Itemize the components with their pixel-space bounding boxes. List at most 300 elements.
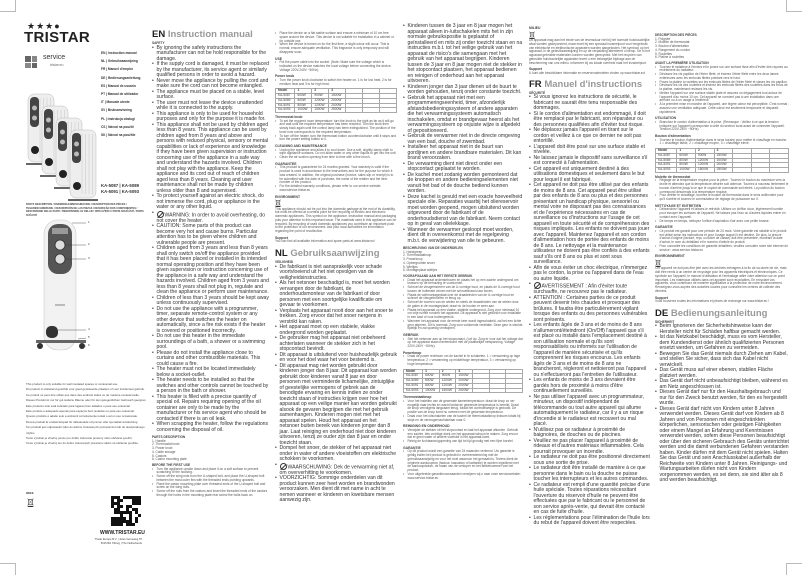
list-item — [529, 266, 650, 283]
table-cell: 1000W — [295, 108, 312, 113]
list-item-text: WAARSCHUWING: Dek de verwarming niet af, om oververhitting te voorkomen. — [279, 464, 395, 476]
table-cell: 1500W — [714, 153, 733, 158]
part-item: 3. Power knob — [152, 446, 173, 450]
table-cell: 1500W — [456, 374, 473, 379]
list-item-text: Afin de vous éviter un choc électrique, n'immergez pas le cordon, la prise ou l'appareil dans de l'eau ou autre liquide. — [533, 264, 648, 282]
qr-module — [123, 517, 126, 520]
empty-cell — [770, 168, 789, 173]
list-item — [529, 395, 650, 428]
list-item-text: Ce produit est garanti pour une période de 24 mois. Votre garantie est valable si le produit est utilisé selon les instructions et pour l'usage auquel il est destiné. De plus, la preuve d'achat d'origine (facture, reçu ou ticket de caisse) doit être présentée, montrant la date d'achat, le nom du détaillant et le numéro d'article du produit. — [659, 228, 787, 245]
list-item — [655, 335, 789, 352]
table-cell: 2500W — [456, 388, 473, 393]
list-item-text: AVERTISSEMENT : Afin d'éviter toute surchauffe, ne recouvrez pas le radiateur. — [533, 283, 628, 295]
empty-cell — [506, 388, 523, 393]
address-line-2: 5015 BH Tilburg | The Netherlands — [100, 541, 142, 545]
parts-heading-multilang: PARTS DESCRIPTION / ONDERDELENBESCHRIJVING / DESCRIPTION DES PIÈCES / TEILEBESCHREIBUNG / DESCRIPCIÓN DE LAS PIEZAS / DESCRIÇÃO DOS COMPONENTES / DESCRIZIONE DELLE PARTI / BESKRIVNING AV DELAR / OPIS CZĘŚCI / POPIS SOUČÁSTÍ / POPIS SÚČASTÍ — [26, 203, 144, 217]
list-item — [275, 156, 397, 160]
list-item-text: Screw off the wing nuts from the U-shaped bolt, and place the U-shaped bolt between the most outer fins with the threaded ends pointing upwards. — [156, 474, 265, 482]
table-cell: 1500W — [695, 168, 714, 173]
list-item-text: Ne déplacez jamais l'appareil en tirant sur le cordon et veillez à ce que ce dernier ne soit pas entortillé. — [533, 127, 642, 144]
table-cell: 600W — [295, 94, 312, 99]
diagram-label: 5 — [88, 335, 90, 339]
list-item-text: Voor het instellen van de gewenste kamertemperatuur: draai de knop zo ver mogelijk naar rechts en wacht totdat de gewenste temperatuur is bereikt. Draai de knop vervolgens langzaam terug, totdat het controlelampje is gedoofd. De positie van de knop komt nu overeen met de gewenste temperatuur. — [407, 398, 519, 415]
table-cell: 2 — [312, 89, 329, 94]
list-item-text: Reinig de luchtaanzuigopening van tijd tot tijd grondig met een fijne borstel. — [407, 439, 514, 444]
qr-module — [135, 517, 138, 520]
list-item-text: Schroef de vleugelmoeren van de U-vormige bout, en plaats de U-vormige bout tussen de buitenste vinnen met de schroefdraad naar boven. — [407, 285, 520, 293]
address-line-1: Tristar Europe B.V. | Jules Verneweg 87 — [94, 538, 142, 541]
qr-module — [111, 523, 114, 526]
list-item — [529, 183, 650, 266]
list-item-text: The appliance must be placed on a stable, level surface. — [156, 88, 265, 100]
list-item-text: By ignoring the safety instructions the manufacturer can not be hold responsible for the damage. — [156, 44, 267, 62]
list-item-text: Dieses Gerät darf nicht von Kindern unter 8 Jahren verwendet werden. Dieses Gerät darf von Kindern ab 8 Jahren und von Personen mit eingeschränkten körperlichen, sensorischen oder geistigen Fähigkeiten oder einem Mangel an Erfahrung und Kenntnissen verwendet werden, sofern diese Personen beaufsichtigt oder über den sicheren Gebrauch des Geräts unterrichtet werden und die damit verbundenen Gefahren verstanden haben. Kinder dürfen mit dem Gerät nicht spielen. Halten Sie das Gerät und sein Anschlusskabel außerhalb der Reichweite von Kindern unter 8 Jahren. Reinigungs- und Wartungsarbeiten dürfen nicht von Kindern vorgenommen werden, es sei denn, sie sind älter als 8 und werden beaufsichtigt. — [659, 405, 789, 484]
qr-module — [132, 502, 135, 505]
heater-shape — [31, 146, 39, 154]
list-item — [655, 407, 789, 484]
qr-module — [111, 496, 114, 499]
part-item: 2. Thermostaatknop — [403, 253, 432, 258]
table-cell: 3 — [456, 369, 473, 374]
list-item — [152, 334, 269, 351]
brand-logo: TRISTAR — [24, 29, 90, 46]
list-item-text: Verplaats het apparaat nooit door aan het snoer te trekken. Zorg ervoor dat het snoer nergens in verstrikt kan raken. — [279, 307, 394, 325]
list-item-text: VOORZICHTIG: Sommige onderdelen van dit product kunnen zeer heet worden en brandwonden veroorzaken. Men dient dit met name in acht te nemen wanneer er kinderen en kwetsbare mensen aanwezig zijn. — [279, 475, 395, 504]
section-heading: AVANT LA PREMIÈRE UTILISATION — [655, 61, 709, 65]
table-cell: 1500W — [329, 94, 346, 99]
list-item — [529, 112, 650, 129]
table-cell: 800W — [677, 158, 696, 163]
empty-cell — [380, 108, 397, 113]
service-icons — [25, 56, 37, 68]
section-heading: BESCHRIJVING VAN DE ONDERDELEN — [403, 246, 463, 250]
list-item-text: Op dit product wordt een garantie van 24 maanden verleend. Uw garantie is geldig indien het product is gebruikt in overeenstemming met de gebruiksaanwijzing en voor het doel waarvoor het gemaakt is. Tevens dient de originele aankoopbon (factuur, kassabon of kwitantie) te worden ingediend met de aankoopdatum, de naam van de verkoper en het artikelnummer van het product. — [407, 449, 519, 473]
list-item — [403, 440, 523, 444]
table-cell: 2000W — [456, 379, 473, 384]
table-cell: 800W — [423, 379, 440, 384]
list-item-text: Si vous ignorez les instructions de sécurité, le fabricant ne saurait être tenu responsable des dommages. — [533, 94, 638, 111]
part-item: 2. Molette de thermostat — [655, 40, 690, 45]
list-item-text: Ist das Netzkabel beschädigt, muss es vom Hersteller, dem Kundendienst oder ähnlich qualifizierten Personen ersetzt werden, um Gefahren zu vermeiden. — [659, 334, 785, 352]
part-item: 5. Castors — [152, 453, 167, 458]
list-item-text: Do not use this heater in the immediate surroundings of a bath, a shower or a swimming pool. — [156, 333, 265, 350]
section-heading: Thermostaatknop — [403, 395, 432, 400]
table-cell: 600W — [423, 374, 440, 379]
empty-cell — [363, 108, 380, 113]
empty-cell — [346, 108, 363, 113]
disclaimer-line: Ten produkt jest odpowiedni tylko do dobrze izolowanych pomieszczeń lub do okazjonalnego użytku. — [26, 425, 145, 435]
table-cell: 1000W — [423, 388, 440, 393]
list-item-text: Dompel het snoer, de stekker of het apparaat niet onder in water of andere vloeistoffen om elektrische schokken te voorkomen. — [279, 445, 397, 463]
part-item: 5. Roulettes — [655, 51, 673, 56]
qr-module — [138, 502, 141, 505]
section-heading: UTILISATION — [655, 116, 677, 121]
section-heading: ENVIRONMENT — [275, 194, 301, 199]
fr-first-use-list — [655, 66, 789, 115]
en-first-use-list-cont — [275, 32, 397, 55]
list-item-text: Children of less than 3 years should be kept away unless continuously supervised. — [156, 294, 269, 306]
list-item — [655, 390, 789, 407]
list-item-text: N'utilisez pas ce radiateur à proximité de baignoires, de douches ou de piscines. — [533, 426, 626, 438]
language-item: FR | Manuel d'emploi — [101, 67, 133, 72]
disclaimer-line: Questo prodotto è adatto solo a ambienti correttamente isolati o ad un uso occasionale. — [26, 414, 138, 419]
list-item — [403, 415, 523, 423]
qr-module — [120, 520, 123, 523]
weee-label: WEEE — [26, 492, 34, 495]
disclaimer-line: Este produto é adequado apenas para espaços bem isolados ou para uso ocasional. — [26, 409, 135, 414]
part-item: 2. Thermostat knob — [152, 442, 180, 447]
qr-module — [117, 502, 120, 505]
list-item — [152, 224, 269, 246]
en-guarantee-list — [275, 166, 397, 192]
table-cell: 3 — [714, 149, 733, 154]
list-item — [403, 195, 523, 228]
disclaimer-line: Ce produit ne peut être utilisé que dans des endroits isolés ou de manière occasionnelle. — [26, 392, 140, 397]
list-item — [275, 476, 397, 504]
qr-module — [135, 508, 138, 511]
list-item — [152, 62, 269, 79]
list-item — [403, 228, 523, 245]
list-item-text: If the supply cord is damaged, it must be replaced by the manufacturer, its service agent or similarly qualified persons in order to avoid a hazard. — [156, 61, 269, 78]
section-heading: REINIGING EN ONDERHOUD — [403, 424, 450, 429]
empty-cell — [473, 388, 490, 393]
qr-module — [123, 511, 126, 514]
qr-module — [132, 523, 135, 526]
list-item-text: Débranchez l'appareil et laissez-le refroidir. Utilisez un chiffon doux, légèrement humide pour essuyer les surfaces de l'appareil. Ne laissez pas l'eau ou d'autres liquides entrer en contact avec l'appareil. — [659, 207, 786, 219]
qr-module — [114, 523, 117, 526]
section-heading: GEBRUIK — [403, 333, 419, 337]
fr-details-column — [655, 32, 789, 484]
disclaimer-line: Tento výrobok je vhodný len do dobre izolovaných priestorov alebo na občasné použitie. — [26, 441, 139, 446]
table-cell: 1200W — [439, 379, 456, 384]
heater-shape — [72, 133, 81, 163]
part-item: 5. Wieltjes — [403, 264, 418, 269]
language-item: IT | Manuale utente — [101, 100, 130, 105]
section-heading: SICHERHEIT — [655, 319, 675, 324]
list-item — [403, 400, 523, 415]
section-heading: Support — [529, 67, 542, 72]
section-heading: Support — [275, 235, 288, 240]
list-item-text: Clean the air suction opening from time to time with a fine brush. — [279, 155, 371, 160]
table-row — [276, 108, 397, 113]
table-cell: 1200W — [312, 98, 329, 103]
table-cell: KA-5093 — [656, 168, 677, 173]
list-item-text: Turn the power knob clockwise to switch the heater on, 1 is for low heat, 2 is for medium heat and 3 is for high heat. — [279, 77, 392, 86]
qr-module — [117, 517, 120, 520]
models-line-2: KA-5091 | KA-5093 — [101, 189, 139, 194]
list-item — [529, 95, 650, 112]
qr-module — [138, 499, 141, 502]
list-item-text: Never move the appliance by pulling the cord and make sure the cord can not become entangled. — [156, 77, 269, 89]
section-heading: Bouton d'alimentation — [655, 134, 691, 138]
nl-safety-list-cont — [403, 24, 523, 244]
list-item — [275, 336, 397, 353]
part-item: 4. Opbergruimte snoer — [403, 260, 435, 265]
list-item-text: L'appareil doit être posé sur une surface stable et nivelée. — [533, 143, 645, 155]
table-cell: 800W — [295, 98, 312, 103]
list-item-text: Posez la platine à roulettes sur les embouts filetés de l'étrier fileté et vissez les vis papillon. — [659, 79, 788, 84]
language-list — [101, 49, 151, 139]
section-heading: Molette de thermostat — [655, 174, 691, 179]
list-item — [275, 265, 397, 282]
list-item-text: Cet appareil est uniquement destiné à des utilisations domestiques et seulement dans le but pour lequel il est fabriqué. — [533, 165, 645, 183]
list-item-text: Dévissez les vis des roulettes et insérez les embouts filetés des roulettes dans les trous de la platine, maintenant revissez les vis. — [659, 83, 788, 91]
qr-module — [120, 517, 123, 520]
list-item-text: The user must not leave the device unattended while it is connected to the supply. — [156, 99, 263, 111]
list-item-text: Les réglementations pour l'élimination de l'huile lors du rebut de l'appareil doivent être respectées. — [533, 514, 650, 526]
part-item: 6. Castor mounting plate — [152, 457, 187, 462]
section-heading: ENVIRONNEMENT — [655, 254, 685, 259]
list-item-text: Das Gerät muss auf einer ebenen, stabilen Fläche platziert werden. — [659, 367, 774, 379]
empty-cell — [733, 168, 752, 173]
heater-shape — [58, 121, 67, 151]
cover-column — [0, 0, 150, 575]
qr-code[interactable] — [111, 496, 141, 526]
list-item-text: De temps en temps, nettoyez l'orifice d'aspiration d'air avec une petite brosse. — [659, 218, 770, 223]
qr-module — [117, 496, 120, 499]
list-item-text: Put the power cable into the socket. (Note: Make sure the voltage which is indicated on the device matches the local voltage before connecting the device. Voltage 220V-240V ~50Hz). — [279, 60, 392, 72]
list-item-text: Mettez l'appareil sur une surface stable plate et assurez un dégagement tout autour de l'appareil d'au moins 10 cm. Cet appareil ne convient pas à une installation dans une armoire ou à un usage à l'extérieur. — [659, 90, 782, 103]
part-item: 6. Montageplaat wieltjes — [403, 268, 438, 273]
qr-module — [114, 520, 117, 523]
qr-module — [126, 505, 129, 508]
nl-guarantee-list — [403, 450, 523, 480]
en-thermo-list — [275, 120, 397, 143]
fr-environment-text: Cet appareil ne doit pas être jeté avec les déchets ménagers à la fin de sa durée de vie, mais doit être remis à un centre de recyclage pour les appareils électriques et électroniques. Ce symbole sur l'appareil, le manuel d'utilisation et l'emballage attire votre attention sur ce point important. Les matériaux utilisés dans cet appareil sont recyclables. En recyclant vos appareils, vous contribuez de manière significative à la protection de notre environnement. Renseignez-vous auprès des autorités locales pour connaître les centres de collecte des déchets. — [655, 266, 787, 293]
en-power-list — [275, 79, 397, 87]
list-item — [152, 490, 269, 498]
table-cell: 1500W — [439, 388, 456, 393]
qr-module — [114, 511, 117, 514]
website-link[interactable]: WWW.TRISTAR.EU — [100, 530, 145, 536]
fr-guarantee-list — [655, 230, 789, 253]
part-item: 1. Handle — [152, 438, 166, 443]
list-item-text: De gebruiker mag het apparaat niet onbeheerd achterlaten wanneer de stekker zich in het stopcontact bevindt. — [279, 335, 386, 353]
list-item-text: Kinderen tussen de 3 jaar en 8 jaar mogen het apparaat alleen in-/uitschakelen mits het in zijn normale gebruikspositie is geplaatst of geïnstalleerd en mits zij onder toezicht staan en na instructies m.b.t. tot het veilige gebruik van het apparaat de risico's die samengaan met het gebruik van het apparaat begrijpen. Kinderen tussen de 3 jaar en 8 jaar mogen niet de stekker in het stopcontact plaatsen, het apparaat bedienen en reinigen of onderhoud aan het apparaat uitvoeren. — [407, 23, 523, 84]
list-item — [655, 352, 789, 369]
list-item-text: ATTENTION : Certaines parties de ce produit peuvent devenir très chaudes et provoquer des brûlures. Il faudra être particulièrement vigilant lorsque des enfants ou des personnes vulnérables sont présents. — [533, 294, 648, 323]
list-item — [275, 79, 397, 87]
qr-module — [129, 505, 132, 508]
list-item-text: Veuillez ne pas placer l'appareil à proximité de rideaux et d'autres matériaux inflammables. Cela pourrait provoquer un incendie. — [533, 437, 644, 455]
nl-support-text: U kunt alle beschikbare informatie en reserveonderdelen vinden op www.tristar.eu! — [529, 70, 646, 75]
fr-thermo-list — [655, 179, 789, 202]
list-item-text: De verwarming dient niet direct onder een stopcontact geplaatst te worden. — [407, 160, 503, 172]
list-item-text: Als het netsnoer beschadigd is, moet het worden vervangen door de fabrikant, de onderhoudsmonteur van de fabrikant of door personen met een soortgelijke kwalificatie om gevaar te voorkomen. — [279, 280, 390, 309]
nl-heading — [275, 248, 397, 259]
list-item — [655, 230, 789, 245]
list-item-text: Pour connaître les conditions de garantie détaillées, veuillez consulter notre site internet de service : www.service.tristar.eu — [659, 243, 788, 252]
qr-module — [135, 511, 138, 514]
heater-shape — [46, 128, 51, 133]
table-cell: KA-5091 — [656, 163, 677, 168]
table-cell: 1 — [677, 149, 696, 154]
list-item-text: This product is guaranteed for 24 months granted. Your warranty is valid if the product is used in accordance to the instructions and for the purpose for which it was created. In addition, the original purchase (invoice, sales slip or receipt) is to be submitted with the date of purchase, the name of the retailer and the item number of the product. — [279, 165, 394, 185]
en-safety-list — [152, 46, 269, 434]
table-cell: 1500W — [312, 108, 329, 113]
section-heading: VOORAFGAAND AAN HET EERSTE GEBRUIK — [403, 274, 473, 278]
list-item — [403, 473, 523, 481]
table-row — [404, 388, 523, 393]
nl-power-table — [403, 369, 523, 394]
list-item — [152, 46, 269, 63]
list-item — [275, 120, 397, 135]
table-cell: KA-5087 — [276, 94, 295, 99]
list-item-text: Si le cordon d'alimentation est endommagé, il doit être remplacé par le fabricant, son réparateur ou des personnes qualifiées afin d'éviter tout risque. — [533, 110, 646, 128]
qr-module — [117, 511, 120, 514]
list-item-text: De fabrikant is niet aansprakelijk voor schade voortvloeiend uit het niet opvolgen van de veiligheidsinstructies. — [279, 263, 382, 281]
list-item-text: Do not use the appliance with a programmer, timer, separate remote-control system or any other device that switches the heater on automatically, since a fire risk exists if the heater is covered or positioned incorrectly. — [156, 305, 266, 334]
table-cell: 1200W — [312, 103, 329, 108]
qr-module — [114, 502, 117, 505]
qr-module — [111, 502, 114, 505]
list-item — [403, 145, 523, 162]
list-item — [152, 351, 269, 368]
disclaimer-line: Denna produkt är endast lämpad för välisolerade utrymmen eller sporadisk användning. — [26, 419, 139, 424]
list-item — [152, 378, 269, 395]
list-item-text: To set the required room temperature: turn the knob to the right as far as it will go and wait until the required temperature has been reached. Turn the knob then slowly back again until the control lamp has been extinguished. The position of the knob now corresponds to the required temperature. — [279, 118, 396, 134]
crop-mark — [786, 563, 802, 575]
table-cell: 900W — [439, 374, 456, 379]
table-cell: 1200W — [439, 383, 456, 388]
table-cell: 1200W — [695, 163, 714, 168]
table-cell: 800W — [423, 383, 440, 388]
table-cell: 900W — [312, 94, 329, 99]
part-item: 3. Bouton d'alimentation — [655, 44, 690, 48]
list-item-text: The heater needs to be installed so that the switches and other controls cannot be touched by a person in the bath or shower. — [156, 377, 269, 394]
fr-power-list — [655, 139, 789, 147]
table-cell: 1000W — [677, 168, 696, 173]
table-cell: 1200W — [695, 158, 714, 163]
list-item-text: Gebruik de verwarmer niet in de directe omgeving van een bad, douche of zwembad. — [407, 133, 521, 145]
list-item — [529, 167, 650, 184]
section-heading: Power knob — [275, 74, 295, 79]
qr-module — [120, 505, 123, 508]
manual-title: Instruction manual — [167, 29, 253, 40]
qr-module — [129, 523, 132, 526]
diagram-label: 6 — [88, 343, 90, 347]
nl-thermo-list — [403, 400, 523, 423]
table-cell: Model — [404, 369, 423, 374]
heater-shape — [30, 97, 39, 127]
table-cell: KA-5091 — [404, 383, 423, 388]
qr-module — [117, 499, 120, 502]
heater-shape — [45, 158, 53, 166]
list-item-text: Das Gerät darf nicht unbeaufsichtigt bleiben, während es am Netz angeschlossen ist. — [659, 378, 788, 390]
fr-parts-list — [655, 38, 789, 61]
list-item-text: This appliance shall not be used by children aged less than 8 years. This appliance can be used by children aged from 8 years and above and persons with reduced physical, sensory or mental capabilities or lack of experience and knowledge if they have been given supervision or instruction concerning use of the appliance in a safe way and understand the hazards involved. Children shall not play with the appliance. Keep the appliance and its cord out of reach of children aged less than 8 years. Cleaning and user maintenance shall not be made by children unless older than 8 and supervised. — [156, 121, 269, 194]
diagram-label: 3 — [88, 256, 90, 260]
diagram-label: 4 — [88, 327, 90, 331]
list-item — [152, 395, 269, 423]
list-item-text: Unplug the appliance and allow it to cool down. Use a soft, slightly damp cloth to wipe appliance surfaces. Do not allow water or any other liquids to get into the unit. — [279, 147, 397, 156]
list-item — [529, 483, 650, 516]
qr-module — [138, 514, 141, 517]
list-item-text: Kinderen jonger dan 3 jaar dienen uit de buurt te worden gehouden, tenzij onder constante toezicht. — [407, 83, 522, 95]
en-power-table — [275, 88, 397, 113]
table-cell: KA-5089 — [404, 379, 423, 384]
list-item-text: Tournez le bouton d'alimentation dans le sens horaire pour mettre le chauffage en marche. 1 = chauffage faible, 2 = chauffage moyen, 3 = chauffage élevé. — [659, 137, 788, 146]
list-item — [275, 309, 397, 326]
heater-shape — [73, 182, 81, 190]
nl-column — [403, 24, 523, 480]
qr-module — [126, 520, 129, 523]
qr-module — [117, 523, 120, 526]
list-item-text: Tournez le radiateur à l'envers et le posez sur une surface lisse afin d'éviter des rayures au revêtement du radiateur. — [659, 64, 788, 73]
list-item-text: Ne laissez jamais le dispositif sans surveillance s'il est connecté à l'alimentation. — [533, 154, 648, 166]
disclaimer-line: This product is only suitable for well insulated spaces or occasional use. — [26, 382, 119, 386]
list-item — [529, 516, 650, 527]
service-sub: tristar.eu — [50, 63, 64, 67]
list-item — [529, 296, 650, 324]
section-heading: GUARANTEE — [275, 161, 297, 166]
list-item-text: Pour arrêter le chauffage, tournez le bouton de thermostat dans le sens antihoraire pour qu'il s'arrête et tournez le commutateur de réglage de puissance sur 0. — [659, 193, 784, 202]
part-item: 3. Powerknop — [403, 257, 423, 261]
table-cell: 2000W — [714, 158, 733, 163]
list-item — [152, 194, 269, 211]
qr-module — [132, 499, 135, 502]
qr-module — [123, 496, 126, 499]
address — [80, 538, 142, 545]
section-heading: Thermostat knob — [275, 115, 303, 120]
qr-module — [111, 517, 114, 520]
list-item-text: Draai de power rechtsom om de kachel in te schakelen. 1 = verwarming op lage temperatuur, 2 = verwarming op middelhoge temperatuur, 3 = verwarming op hoge temperatuur. — [407, 354, 521, 366]
list-item-text: Please do not install the appliance close to curtains and other combustible materials. This could cause a fire. — [156, 349, 261, 367]
empty-cell — [751, 168, 770, 173]
en-first-use-list — [152, 468, 269, 498]
qr-module — [117, 505, 120, 508]
table-cell: 800W — [677, 163, 696, 168]
list-item — [655, 245, 789, 253]
section-heading: Powerknop — [403, 350, 422, 355]
qr-module — [111, 505, 114, 508]
list-item — [403, 173, 523, 195]
list-item — [529, 323, 650, 378]
en-parts-list — [152, 440, 269, 463]
nl-safety-list — [275, 265, 397, 504]
models-line-1: KA-5087 | KA-5089 — [101, 183, 139, 188]
language-item: NL | Gebruiksaanwijzing — [101, 59, 138, 64]
list-item-text: This heater is filled with a precise quantity of special oil. Repairs requiring opening of the oil container are only to be made by the manufacturer or his service agent who should be contacted if there is an oil leak. — [156, 393, 267, 422]
qr-module — [120, 514, 123, 517]
list-item-text: Turn the appliance upside down and place it on a soft surface to prevent scratching of the housing. — [156, 466, 259, 475]
list-item — [655, 179, 789, 194]
list-item — [655, 194, 789, 202]
weee-bin-icon — [27, 498, 34, 507]
lang-code: NL — [275, 248, 288, 260]
list-item — [529, 466, 650, 483]
disclaimer-line: Tento výrobek je vhodný pouze pro dobře izolované prostory nebo občasné použití. — [26, 436, 133, 441]
table-cell: KA-5093 — [404, 388, 423, 393]
en-heading — [152, 29, 269, 40]
list-item-text: Beim Ignorieren der Sicherheitshinweise kann der Hersteller nicht für Schäden haftbar gemacht werden. — [659, 323, 781, 335]
fr-support-text: Vous trouverez toutes les informations et pièces de rechange sur www.tristar.eu ! — [655, 299, 770, 304]
language-item: SV | Bruksanvisning — [101, 108, 132, 113]
heater-shape — [74, 142, 79, 147]
stars-icon: ★★★● — [27, 21, 61, 31]
list-item-text: To protect yourself against an electric shock, do not immerse the cord, plug or appliance in the water or any other liquid. — [156, 193, 264, 210]
list-item-text: Draai voor het uitschakelen van de kachel de thermostaatknop linksom totdat hij stopt en de vermogensschakelaar naar 0. — [407, 413, 521, 422]
table-cell: Model — [276, 89, 295, 94]
lang-code: DE — [655, 307, 669, 319]
table-cell: 2000W — [329, 98, 346, 103]
section-heading: CLEANING AND MAINTENANCE — [275, 144, 327, 149]
list-item-text: De kachel moet zodanig worden gemonteerd dat de knoppen en andere bedieningselementen niet vanuit het bad of de douche bediend kunnen worden. — [407, 171, 518, 194]
qr-module — [129, 517, 132, 520]
list-item-text: Place the device on a flat stable surface and ensure a minimum of 10 cm free space around the device. This device is not suitable for installation in a cabinet or for outside use. — [279, 31, 394, 43]
list-item-text: À la première mise en marche de l'appareil, une légère odeur est perceptible. C'est normal ; assurez une ventilation adéquate. Cette odeur est seulement temporaire et disparaît rapidement. — [659, 102, 789, 114]
heater-shape — [60, 140, 65, 145]
